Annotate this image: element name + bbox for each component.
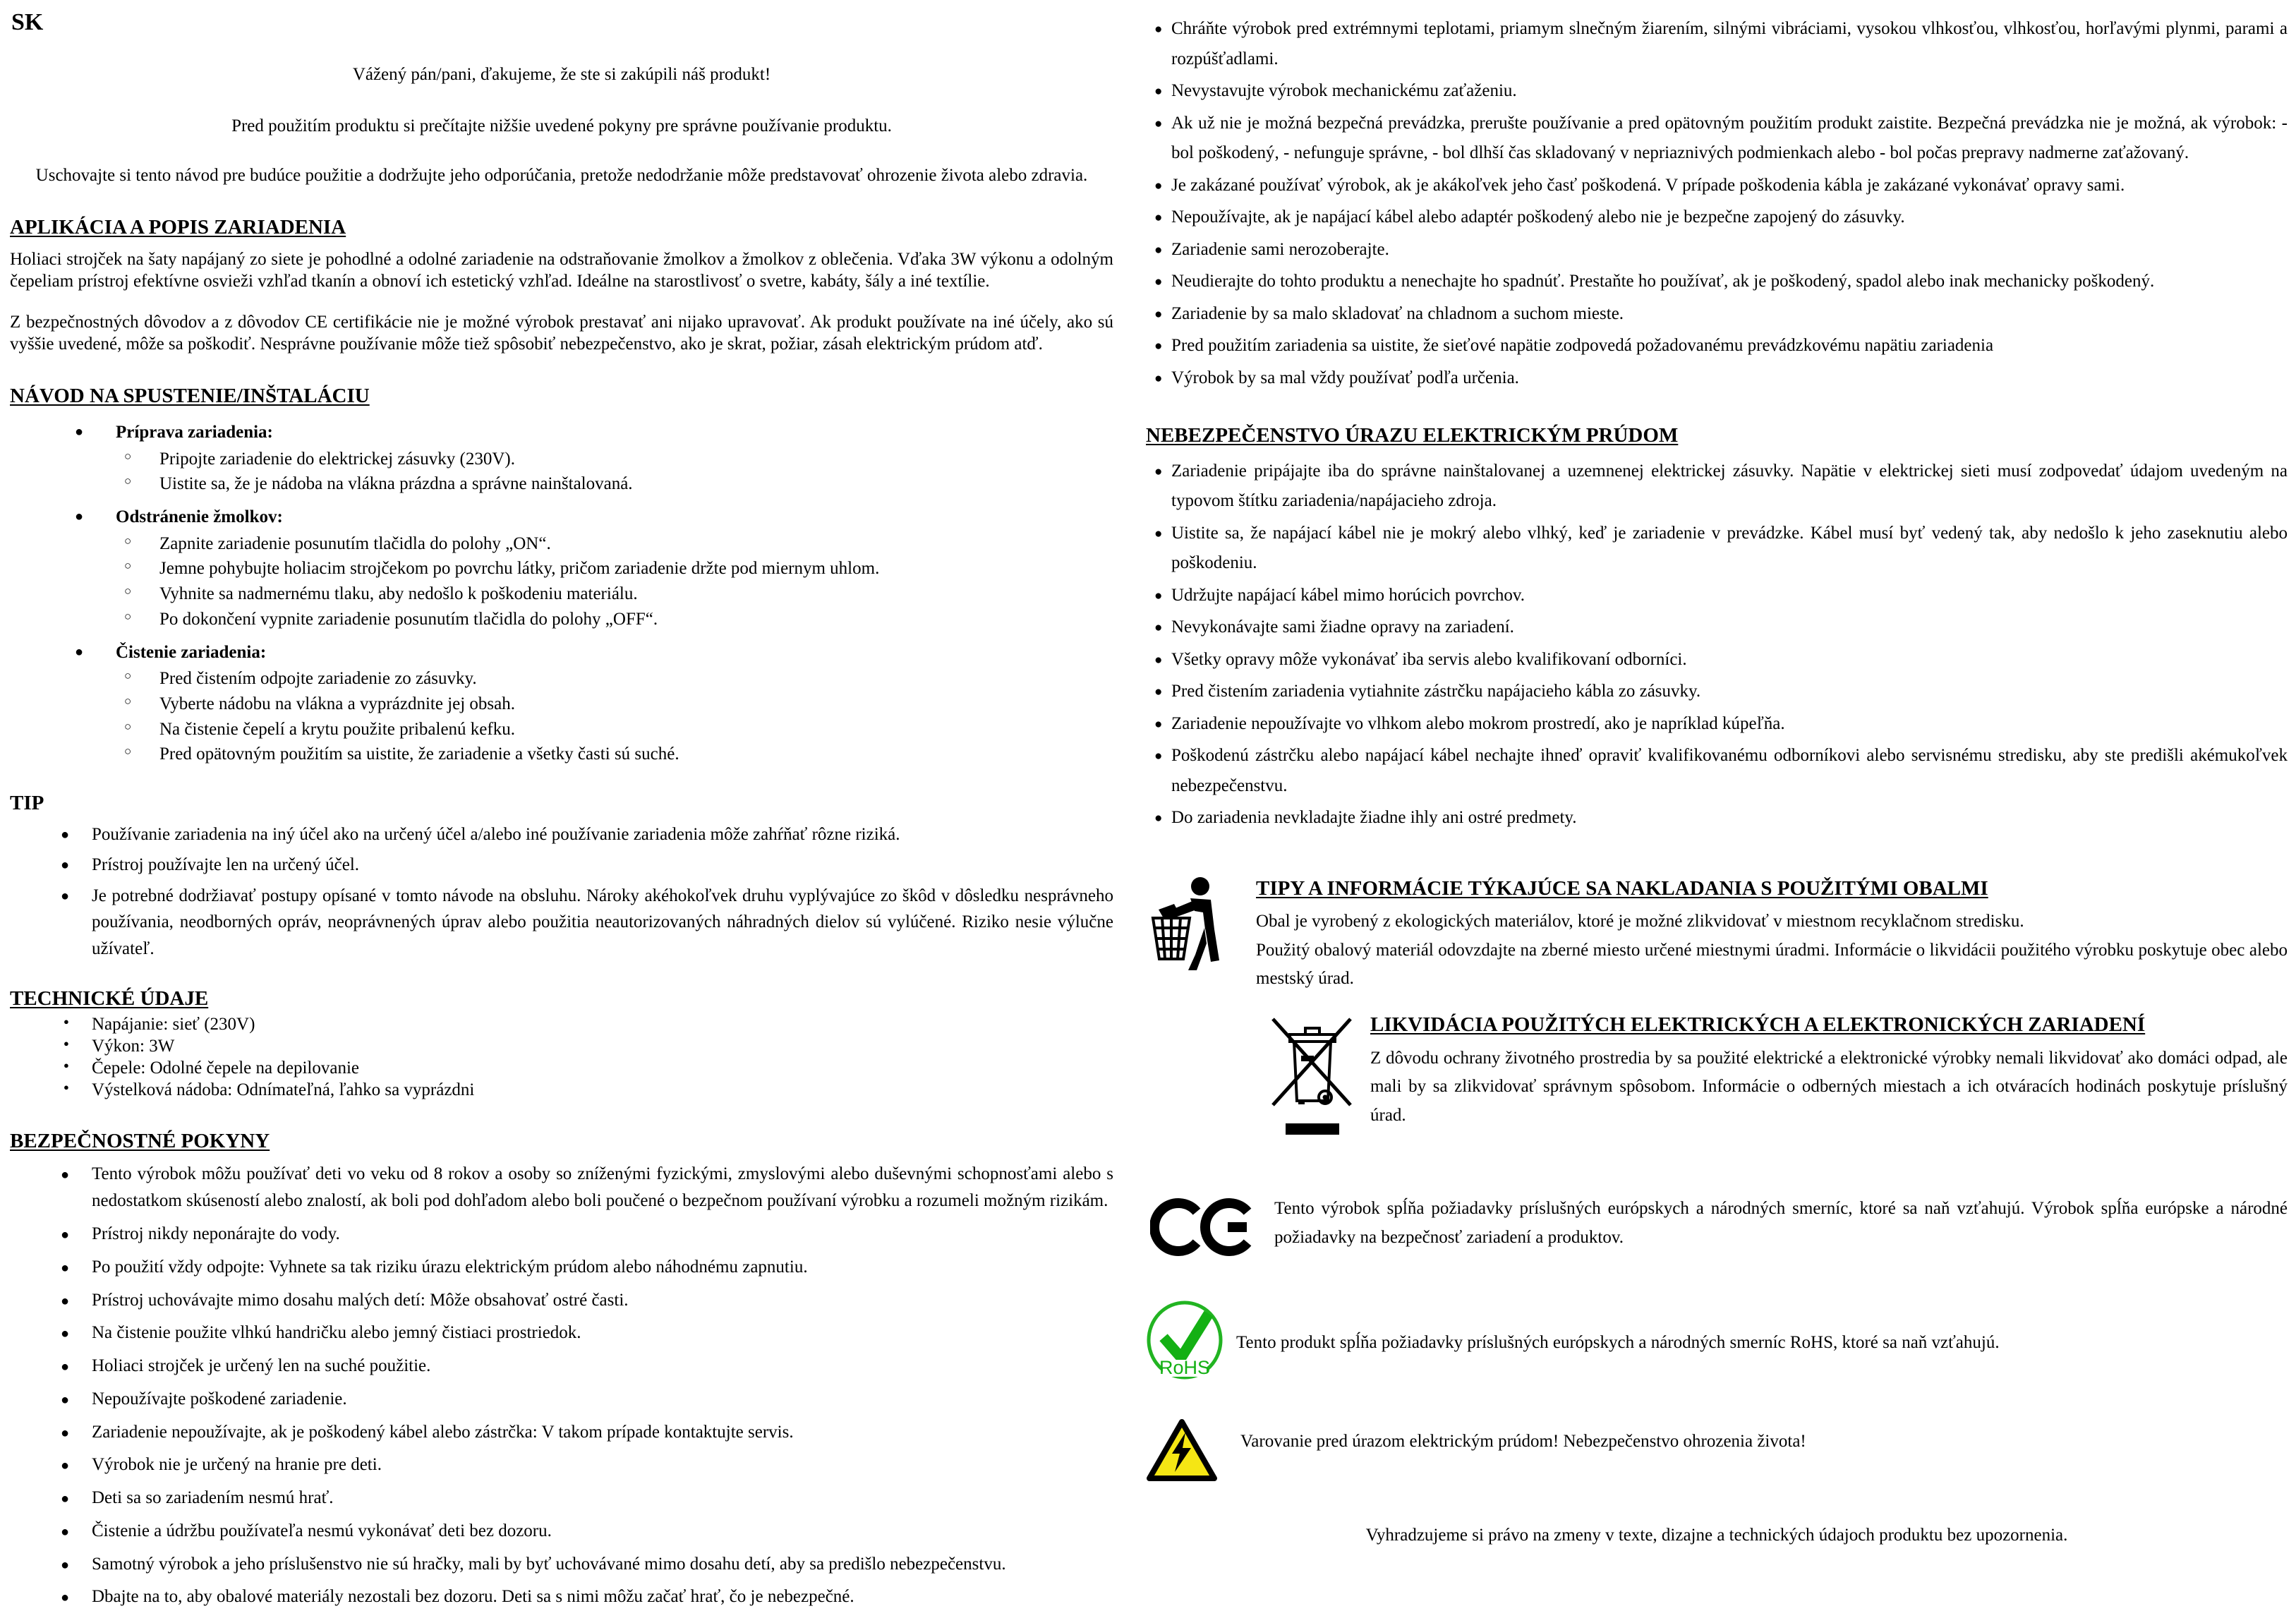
weee-heading: LIKVIDÁCIA POUŽITÝCH ELEKTRICKÝCH A ELEKTRONICKÝCH ZARIADENÍ (1370, 1013, 2146, 1036)
ce-compliance-block (1146, 1195, 2288, 1265)
list-item: ● Je potrebné dodržiavať postupy opísané v tomto návode na obsluhu. Nároky akéhokoľvek druhu vyplývajúce zo škôd v dôsledku nesprávneho používania, neodborných opráv, neoprávnených úprav alebo použitia neautorizovaných náhradných dielov sú vylúčené. Riziko nesie výlučne užívateľ. (10, 883, 1113, 963)
list-item: ● Čepele: Odolné čepele na depilovanie (10, 1058, 1113, 1078)
left-column (10, 6, 1130, 1607)
list-item: ● Všetky opravy môže vykonávať iba servis alebo kvalifikovaní odborníci. (1146, 645, 2288, 675)
list-item: ● Chráňte výrobok pred extrémnymi teplotami, priamym slnečným žiarením, silnými vibráciami, vysokou vlhkosťou, vlhkosťou, horľavými plynmi, parami a rozpúšťadlami. (1146, 14, 2288, 74)
startup-group (10, 421, 1113, 495)
list-item: ○ Vyhnite sa nadmernému tlaku, aby nedošlo k poškodeniu materiálu. (10, 584, 1113, 605)
list-item: ● Výstelková nádoba: Odnímateľná, ľahko sa vyprázdni (10, 1080, 1113, 1100)
weee-disposal-text (1370, 1012, 2288, 1130)
warning-text: Varovanie pred úrazom elektrickým prúdom! Nebezpečenstvo ohrozenia života! (1240, 1432, 1806, 1452)
list-item: ○ Po dokončení vypnite zariadenie posunutím tlačidla do polohy „OFF“. (10, 610, 1113, 630)
electric-shock-warning-icon (1146, 1417, 1218, 1490)
list-item: ● Ak už nie je možná bezpečná prevádzka, prerušte používanie a pred opätovným použitím produkt zaistite. Bezpečná prevádzka nie je možná, ak výrobok: - bol poškodený, - nefunguje správne, - bol dlhší čas skladovaný v nepriaznivých podmienkach alebo - bol počas prepravy nadmerne zaťažovaný. (1146, 109, 2288, 169)
list-item: ○ Jemne pohybujte holiacim strojčekom po povrchu látky, pričom zariadenie držte pod miernym uhlom. (10, 559, 1113, 579)
list-item: ● Čistenie a údržbu používateľa nesmú vykonávať deti bez dozoru. (10, 1518, 1113, 1545)
list-item: ● Prístroj používajte len na určený účel. (10, 852, 1113, 879)
list-item: ● Pred čistením zariadenia vytiahnite zástrčku napájacieho kábla zo zásuvky. (1146, 677, 2288, 707)
right-column (1130, 6, 2288, 1583)
weee-disposal-block (1146, 1012, 2288, 1145)
list-item: ● Výrobok by sa mal vždy používať podľa určenia. (1146, 363, 2288, 394)
list-item: ● Prístroj uchovávajte mimo dosahu malých detí: Môže obsahovať ostré časti. (10, 1287, 1113, 1315)
packaging-disposal-text (1256, 876, 2288, 994)
intro-line-3: Uschovajte si tento návod pre budúce použitie a dodržujte jeho odporúčania, pretože nedodržanie môže predstavovať ohrozenie života alebo zdravia. (35, 166, 1088, 186)
electric-danger-list (1146, 457, 2288, 833)
packaging-heading: TIPY A INFORMÁCIE TÝKAJÚCE SA NAKLADANIA S POUŽITÝMI OBALMI (1256, 876, 1988, 900)
safety-list-left (10, 1161, 1113, 1611)
tidy-man-disposal-icon (1146, 876, 1232, 987)
list-item: ● Zariadenie nepoužívajte vo vlhkom alebo mokrom prostredí, ako je napríklad kúpeľňa. (1146, 709, 2288, 740)
list-item: ○ Pripojte zariadenie do elektrickej zásuvky (230V). (10, 449, 1113, 470)
list-item: ● Na čistenie použite vlhkú handričku alebo jemný čistiaci prostriedok. (10, 1320, 1113, 1347)
intro-line-1: Vážený pán/pani, ďakujeme, že ste si zakúpili náš produkt! (352, 65, 771, 85)
language-code: SK (11, 9, 44, 35)
tip-list (10, 821, 1113, 963)
startup-sublist (10, 534, 1113, 630)
technical-list (10, 1014, 1113, 1100)
list-item: ● Samotný výrobok a jeho príslušenstvo nie sú hračky, mali by byť uchovávané mimo dosahu detí, aby sa predišlo nebezpečenstvu. (10, 1551, 1113, 1579)
list-item: ● Uistite sa, že napájací kábel nie je mokrý alebo vlhký, keď je zariadenie v prevádzke. Kábel musí byť vedený tak, aby nedošlo k jeho zaseknutiu alebo poškodeniu. (1146, 519, 2288, 579)
startup-group-label: ● Príprava zariadenia: (10, 421, 1113, 445)
change-rights-notice: Vyhradzujeme si právo na zmeny v texte, dizajne a technických údajoch produktu bez upozornenia. (1365, 1525, 2068, 1545)
safety-list-right (1146, 14, 2288, 393)
list-item: ● Tento výrobok môžu používať deti vo veku od 8 rokov a osoby so zníženými fyzickými, zmyslovými alebo duševnými schopnosťami alebo s nedostatkom skúseností alebo znalostí, ak boli pod dohľadom alebo boli poučené o bezpečnom používaní výrobku a rozumeli možným rizikám. (10, 1161, 1113, 1216)
list-item: ● Poškodenú zástrčku alebo napájací kábel nechajte ihneď opraviť kvalifikovanému odborníkovi alebo servisnému stredisku, aby ste predišli akémukoľvek nebezpečenstvu. (1146, 741, 2288, 801)
electric-warning-block (1146, 1417, 2288, 1490)
section-heading-safety: BEZPEČNOSTNÉ POKYNY (10, 1129, 270, 1152)
application-paragraph: Z bezpečnostných dôvodov a z dôvodov CE certifikácie nie je možné výrobok prestavať ani nijako upravovať. Ak produkt používate na iné účely, ako sú vyššie uvedené, môže sa poškodiť. Nesprávne používanie môže tiež spôsobiť nebezpečenstvo, ako je skrat, požiar, zásah elektrickým prúdom atď. (10, 313, 1113, 354)
list-item: ● Zariadenie by sa malo skladovať na chladnom a suchom mieste. (1146, 299, 2288, 330)
list-item: ● Napájanie: sieť (230V) (10, 1014, 1113, 1034)
list-item: ● Holiaci strojček je určený len na suché použitie. (10, 1353, 1113, 1380)
list-item: ● Nevystavujte výrobok mechanickému zaťaženiu. (1146, 76, 2288, 107)
rohs-icon (1146, 1301, 1223, 1387)
section-heading-application: APLIKÁCIA A POPIS ZARIADENIA (10, 215, 346, 239)
startup-group (10, 506, 1113, 630)
list-item: ● Prístroj nikdy neponárajte do vody. (10, 1221, 1113, 1248)
list-item: ● Zariadenie nepoužívajte, ak je poškodený kábel alebo zástrčka: V takom prípade kontaktujte servis. (10, 1419, 1113, 1447)
list-item: ● Dbajte na to, aby obalové materiály nezostali bez dozoru. Deti sa s nimi môžu začať hrať, čo je nebezpečné. (10, 1583, 1113, 1611)
list-item: ● Používanie zariadenia na iný účel ako na určený účel a/alebo iné používanie zariadenia môže zahŕňať rôzne riziká. (10, 821, 1113, 848)
list-item: ● Do zariadenia nevkladajte žiadne ihly ani ostré predmety. (1146, 803, 2288, 833)
list-item: ● Pred použitím zariadenia sa uistite, že sieťové napätie zodpovedá požadovanému prevádzkovému napätiu zariadenia (1146, 331, 2288, 361)
list-item: ○ Vyberte nádobu na vlákna a vyprázdnite jej obsah. (10, 694, 1113, 715)
list-item: ● Neudierajte do tohto produktu a nenechajte ho spadnúť. Prestaňte ho používať, ak je poškodený, spadol alebo inak mechanicky poškodený. (1146, 267, 2288, 297)
packaging-paragraph: Použitý obalový materiál odovzdajte na zberné miesto určené miestnymi úradmi. Informácie o likvidácii použitého výrobku poskytuje obec alebo mestský úrad. (1256, 940, 2288, 989)
application-paragraph: Holiaci strojček na šaty napájaný zo siete je pohodlné a odolné zariadenie na odstraňovanie žmolkov a žmolkov z oblečenia. Vďaka 3W výkonu a odolným čepeliam prístroj efektívne osvieži vzhľad tkanín a obnoví ich estetický vzhľad. Ideálne na starostlivosť o svetre, kabáty, šály a iné textílie. (10, 250, 1113, 291)
intro-line-2: Pred použitím produktu si prečítajte nižšie uvedené pokyny pre správne používanie produktu. (231, 116, 892, 135)
list-item: ○ Uistite sa, že je nádoba na vlákna prázdna a správne nainštalovaná. (10, 474, 1113, 495)
section-heading-tip: TIP (10, 792, 44, 815)
list-item: ● Nevykonávajte sami žiadne opravy na zariadení. (1146, 613, 2288, 643)
section-heading-technical: TECHNICKÉ ÚDAJE (10, 987, 209, 1010)
startup-group-label: ● Čistenie zariadenia: (10, 641, 1113, 665)
rohs-text: Tento produkt spĺňa požiadavky príslušných európskych a národných smerníc RoHS, ktoré sa naň vzťahujú. (1236, 1333, 2000, 1353)
list-item: ○ Pred opätovným použitím sa uistite, že zariadenie a všetky časti sú suché. (10, 744, 1113, 765)
list-item: ● Po použití vždy odpojte: Vyhnete sa tak riziku úrazu elektrickým prúdom alebo náhodnému zapnutiu. (10, 1254, 1113, 1281)
startup-group (10, 641, 1113, 766)
rohs-compliance-block (1146, 1301, 2288, 1387)
packaging-paragraph: Obal je vyrobený z ekologických materiálov, ktoré je možné zlikvidovať v miestnom recyklačnom stredisku. (1256, 912, 2024, 931)
ce-text: Tento výrobok spĺňa požiadavky príslušných európskych a národných smerníc, ktoré sa naň vzťahujú. Výrobok spĺňa európske a národné požiadavky na bezpečnosť zariadení a produktov. (1274, 1199, 2288, 1247)
list-item: ● Výkon: 3W (10, 1036, 1113, 1056)
startup-sublist (10, 449, 1113, 495)
weee-crossed-bin-icon (1270, 1012, 1355, 1145)
startup-group-label: ● Odstránenie žmolkov: (10, 506, 1113, 529)
startup-sublist (10, 669, 1113, 765)
list-item: ○ Pred čistením odpojte zariadenie zo zásuvky. (10, 669, 1113, 689)
weee-paragraph: Z dôvodu ochrany životného prostredia by sa použité elektrické a elektronické výrobky nemali likvidovať ako domáci odpad, ale mali by sa zlikvidovať správnym spôsobom. Informácie o odberných miestach a ich otváracích hodinách poskytuje príslušný úrad. (1370, 1048, 2288, 1125)
section-heading-startup: NÁVOD NA SPUSTENIE/INŠTALÁCIU (10, 385, 370, 408)
list-item: ● Zariadenie sami nerozoberajte. (1146, 235, 2288, 265)
list-item: ● Výrobok nie je určený na hranie pre deti. (10, 1452, 1113, 1479)
section-heading-electric-danger: NEBEZPEČENSTVO ÚRAZU ELEKTRICKÝM PRÚDOM (1146, 424, 1679, 447)
list-item: ● Zariadenie pripájajte iba do správne nainštalovanej a uzemnenej elektrickej zásuvky. Napätie v elektrickej sieti musí zodpovedať údajom uvedeným na typovom štítku zariadenia/napájacieho zdroja. (1146, 457, 2288, 517)
list-item: ● Udržujte napájací kábel mimo horúcich povrchov. (1146, 581, 2288, 611)
list-item: ● Deti sa so zariadením nesmú hrať. (10, 1485, 1113, 1512)
list-item: ○ Zapnite zariadenie posunutím tlačidla do polohy „ON“. (10, 534, 1113, 555)
list-item: ● Nepoužívajte, ak je napájací kábel alebo adaptér poškodený alebo nie je bezpečne zapojený do zásuvky. (1146, 203, 2288, 233)
list-item: ● Nepoužívajte poškodené zariadenie. (10, 1386, 1113, 1413)
rohs-label: RoHS (1159, 1356, 1211, 1378)
packaging-disposal-block (1146, 876, 2288, 994)
list-item: ○ Na čistenie čepelí a krytu použite pribalenú kefku. (10, 720, 1113, 740)
ce-mark-icon (1150, 1195, 1256, 1265)
list-item: ● Je zakázané používať výrobok, ak je akákoľvek jeho časť poškodená. V prípade poškodenia kábla je zakázané vykonávať opravy sami. (1146, 171, 2288, 201)
